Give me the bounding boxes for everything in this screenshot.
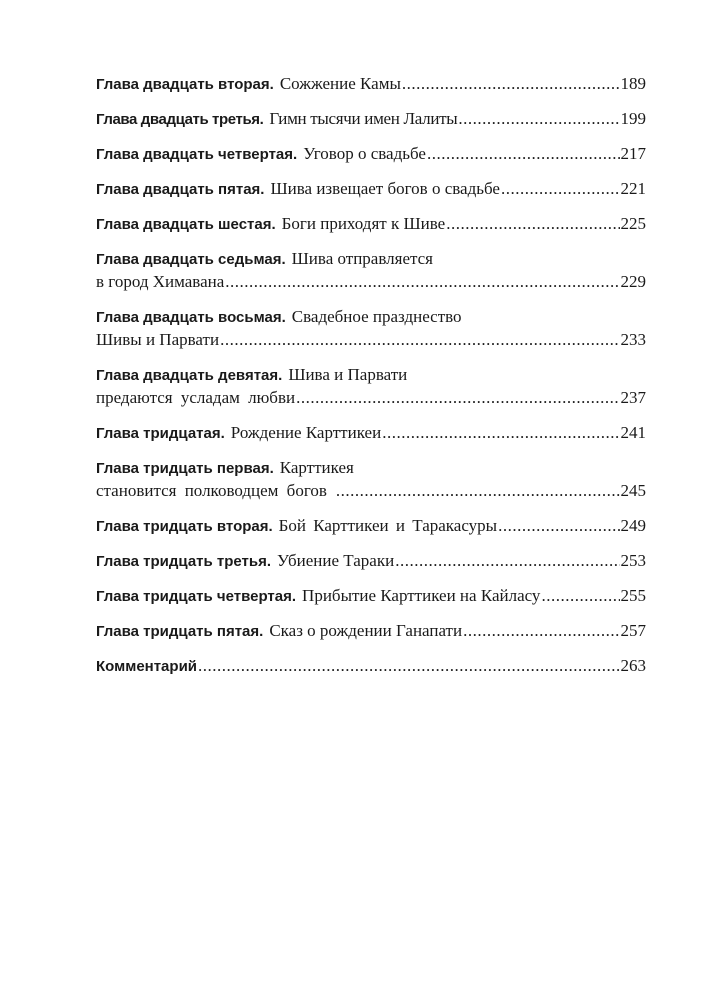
chapter-label: Глава тридцать четвертая. [96, 588, 297, 605]
page-number: 249 [620, 516, 646, 535]
chapter-title-continued: Шивы и Парвати [96, 330, 220, 349]
chapter-title: Шива и Парвати [288, 365, 408, 384]
page-number: 225 [620, 214, 646, 233]
toc-entry[interactable] [96, 654, 646, 677]
dot-leader [382, 421, 619, 444]
chapter-label: Глава тридцать первая. [96, 460, 274, 477]
page-number: 233 [620, 330, 646, 349]
chapter-title-continued: в город Химавана [96, 272, 225, 291]
toc-line [96, 421, 646, 444]
chapter-label: Комментарий [96, 658, 198, 675]
dot-leader [402, 72, 620, 95]
toc-line [96, 72, 646, 95]
toc-entry[interactable] [96, 72, 646, 95]
page-number: 245 [620, 481, 646, 500]
toc-entry[interactable] [96, 549, 646, 572]
page-number: 255 [620, 586, 646, 605]
dot-leader [220, 328, 619, 351]
toc-line [96, 584, 646, 607]
toc-entry[interactable] [96, 514, 646, 537]
chapter-label: Глава двадцать девятая. [96, 367, 283, 384]
chapter-label: Глава тридцать пятая. [96, 623, 264, 640]
chapter-title: Прибытие Карттикеи на Кайласу [302, 586, 541, 605]
toc-line [96, 479, 646, 502]
chapter-title: Рождение Карттикеи [230, 423, 382, 442]
toc-line [96, 247, 646, 270]
chapter-title: Шива извещает богов о свадьбе [270, 179, 500, 198]
chapter-title: Убиение Тараки [277, 551, 395, 570]
chapter-title: Боги приходят к Шиве [281, 214, 446, 233]
dot-leader [395, 549, 619, 572]
chapter-label: Глава двадцать седьмая. [96, 251, 286, 268]
chapter-label: Глава двадцать третья. [96, 111, 264, 128]
toc-line [96, 142, 646, 165]
dot-leader [198, 654, 619, 677]
toc-line [96, 514, 646, 537]
chapter-label: Глава тридцать вторая. [96, 518, 273, 535]
page-number: 189 [620, 74, 646, 93]
page-number: 199 [620, 109, 646, 128]
toc-entry[interactable] [96, 456, 646, 502]
toc-entry[interactable] [96, 142, 646, 165]
chapter-title: Шива отправляется [291, 249, 433, 268]
chapter-label: Глава двадцать вторая. [96, 76, 274, 93]
page-number: 229 [620, 272, 646, 291]
dot-leader [541, 584, 619, 607]
toc-entry[interactable] [96, 363, 646, 409]
page-number: 217 [620, 144, 646, 163]
toc-line [96, 270, 646, 293]
toc-line [96, 456, 646, 479]
page-number: 237 [620, 388, 646, 407]
toc-entry[interactable] [96, 177, 646, 200]
toc-line [96, 549, 646, 572]
chapter-label: Глава тридцатая. [96, 425, 225, 442]
toc-line [96, 619, 646, 642]
dot-leader [225, 270, 619, 293]
page-number: 263 [620, 656, 646, 675]
chapter-title-continued: становится полководцем богов [96, 481, 327, 500]
toc-line [96, 328, 646, 351]
chapter-label: Глава двадцать четвертая. [96, 146, 298, 163]
dot-leader [498, 514, 619, 537]
toc-entry[interactable] [96, 619, 646, 642]
dot-leader [446, 212, 619, 235]
toc-entry[interactable] [96, 305, 646, 351]
chapter-title: Бой Карттикеи и Таракасуры [278, 516, 498, 535]
chapter-title: Гимн тысячи имен Лалиты [269, 109, 458, 128]
dot-leader [336, 479, 620, 502]
chapter-label: Глава двадцать шестая. [96, 216, 276, 233]
chapter-label: Глава двадцать восьмая. [96, 309, 286, 326]
dot-leader [501, 177, 620, 200]
toc-line [96, 177, 646, 200]
chapter-label: Глава тридцать третья. [96, 553, 272, 570]
chapter-title: Сказ о рождении Ганапати [269, 621, 463, 640]
toc-line [96, 363, 646, 386]
chapter-title: Карттикея [279, 458, 354, 477]
chapter-title-continued: предаются усладам любви [96, 388, 296, 407]
page-number: 221 [620, 179, 646, 198]
table-of-contents [96, 72, 646, 689]
toc-line [96, 107, 646, 130]
dot-leader [296, 386, 619, 409]
page-number: 257 [620, 621, 646, 640]
toc-entry[interactable] [96, 107, 646, 130]
toc-entry[interactable] [96, 421, 646, 444]
toc-entry[interactable] [96, 584, 646, 607]
dot-leader [458, 107, 619, 130]
toc-entry[interactable] [96, 247, 646, 293]
dot-leader [427, 142, 620, 165]
toc-line [96, 212, 646, 235]
toc-line [96, 654, 646, 677]
chapter-title: Сожжение Камы [279, 74, 401, 93]
page-number: 253 [620, 551, 646, 570]
page-number: 241 [620, 423, 646, 442]
toc-entry[interactable] [96, 212, 646, 235]
chapter-label: Глава двадцать пятая. [96, 181, 265, 198]
toc-line [96, 386, 646, 409]
chapter-title: Свадебное празднество [291, 307, 462, 326]
chapter-title: Уговор о свадьбе [303, 144, 426, 163]
dot-leader [463, 619, 619, 642]
toc-line [96, 305, 646, 328]
